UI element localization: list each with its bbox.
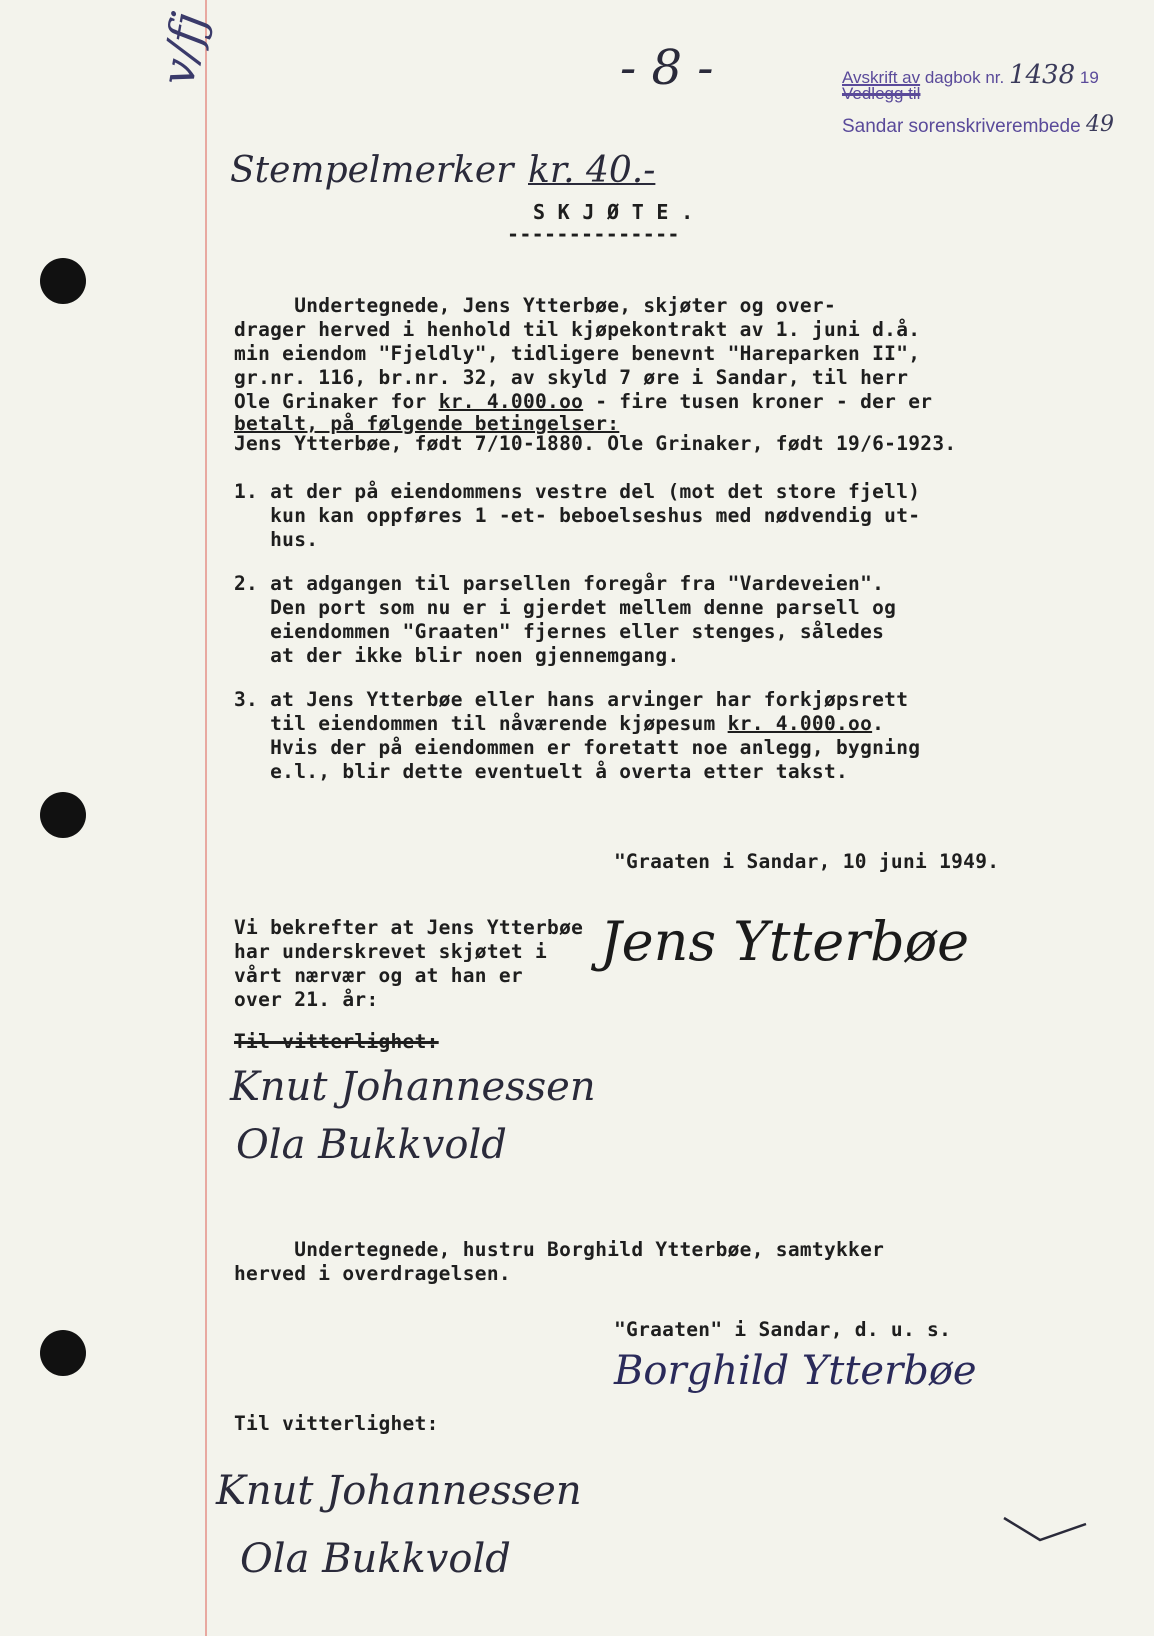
confirmation-line: vårt nærvær og at han er <box>234 964 523 987</box>
confirmation-line: har underskrevet skjøtet i <box>234 940 548 963</box>
stamp-year-prefix: 19 <box>1079 68 1099 87</box>
stamp-year-suffix: 49 <box>1086 112 1114 137</box>
confirmation-line: over 21. år: <box>234 988 379 1011</box>
intro-text: - fire tusen kroner - der er <box>583 390 933 413</box>
condition-2-line: 2. at adgangen til parsellen foregår fra "Vardeveien". <box>234 572 885 595</box>
wife-signature: Borghild Ytterbøe <box>614 1348 977 1394</box>
stamp-dagbok-label: dagbok nr. <box>924 68 1005 87</box>
condition-1-line: hus. <box>234 528 319 551</box>
intro-line: Undertegnede, Jens Ytterbøe, skjøter og over- <box>234 294 836 317</box>
page-number: - 8 - <box>620 40 714 96</box>
intro-line: gr.nr. 116, br.nr. 32, av skyld 7 øre i Sandar, til herr <box>234 366 909 389</box>
struck-witness-label: Til vitterlighet: <box>234 1030 439 1053</box>
witness-signature: Ola Bukkvold <box>236 1122 507 1168</box>
intro-line: min eiendom "Fjeldly", tidligere benevnt "Hareparken II", <box>234 342 921 365</box>
stamp-fee-amount: kr. 40.- <box>528 150 656 191</box>
stamp-office: Sandar sorenskriverembede <box>842 116 1081 137</box>
condition-2-line: at der ikke blir noen gjennemgang. <box>234 644 680 667</box>
condition-3-line: e.l., blir dette eventuelt å overta etter takst. <box>234 760 849 783</box>
stamp-struck-text: Vedlegg til <box>842 84 921 103</box>
condition-2-line: Den port som nu er i gjerdet mellem denne parsell og <box>234 596 897 619</box>
stamp-fee-label: Stempelmerker <box>230 150 514 191</box>
place-dus: "Graaten" i Sandar, d. u. s. <box>614 1318 952 1341</box>
stamp-prefix: Avskrift av <box>842 68 921 87</box>
condition-3-line <box>234 712 884 735</box>
intro-line: drager herved i henhold til kjøpekontrakt av 1. juni d.å. <box>234 318 921 341</box>
punch-hole <box>40 258 86 304</box>
place-date: "Graaten i Sandar, 10 juni 1949. <box>614 850 1000 873</box>
condition-text: til eiendommen til nåværende kjøpesum <box>234 712 728 735</box>
confirmation-line: Vi bekrefter at Jens Ytterbøe <box>234 916 584 939</box>
margin-line <box>205 0 207 1636</box>
consent-line: Undertegnede, hustru Borghild Ytterbøe, samtykker <box>234 1238 885 1261</box>
intro-text: Ole Grinaker for <box>234 390 439 413</box>
witness-signature: Ola Bukkvold <box>240 1536 511 1582</box>
birth-dates-line: Jens Ytterbøe, født 7/10-1880. Ole Grinaker, født 19/6-1923. <box>234 432 957 455</box>
condition-1-line: 1. at der på eiendommens vestre del (mot det store fjell) <box>234 480 921 503</box>
condition-3-line: 3. at Jens Ytterbøe eller hans arvinger har forkjøpsrett <box>234 688 909 711</box>
consent-line: herved i overdragelsen. <box>234 1262 511 1285</box>
condition-text: . <box>872 712 885 735</box>
condition-3-line: Hvis der på eiendommen er foretatt noe anlegg, bygning <box>234 736 921 759</box>
margin-initials: v/fj <box>150 8 216 90</box>
witness-signature: Knut Johannessen <box>230 1064 596 1110</box>
closing-tick-mark <box>1000 1510 1090 1550</box>
witness-signature: Knut Johannessen <box>216 1468 582 1514</box>
title-underline: -------------- <box>507 222 680 246</box>
pre-emption-amount: kr. 4.000.oo <box>727 712 873 735</box>
stamp-dagbok-number: 1438 <box>1008 60 1076 90</box>
condition-1-line: kun kan oppføres 1 -et- beboelseshus med nødvendig ut- <box>234 504 921 527</box>
punch-hole <box>40 792 86 838</box>
intro-line <box>234 390 932 413</box>
seller-signature: Jens Ytterbøe <box>600 910 970 973</box>
witness-label: Til vitterlighet: <box>234 1412 439 1435</box>
punch-hole <box>40 1330 86 1376</box>
condition-2-line: eiendommen "Graaten" fjernes eller stenges, således <box>234 620 885 643</box>
document-title: S K J Ø T E . <box>533 200 694 224</box>
intro-line: betalt, på følgende betingelser: <box>234 412 620 435</box>
purchase-amount: kr. 4.000.oo <box>438 390 584 413</box>
